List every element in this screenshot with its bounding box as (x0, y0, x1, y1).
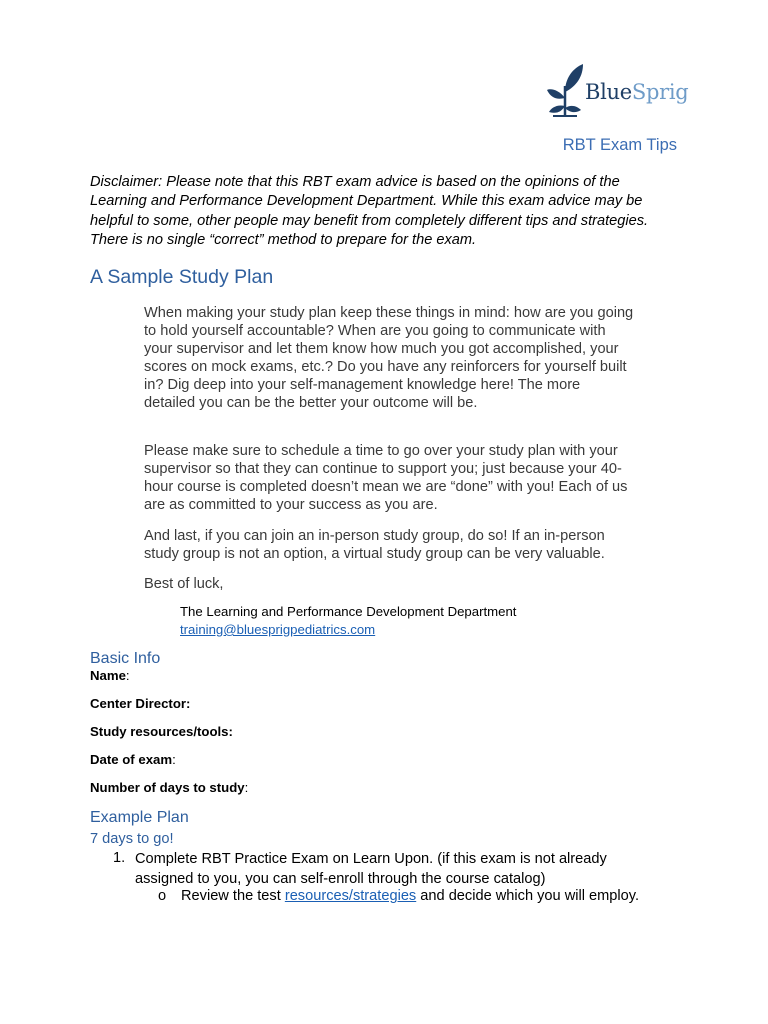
study-plan-paragraph: And last, if you can join an in-person study group, do so! If an in-person study group is not an option, a virtual study group can be very valuable. (144, 528, 605, 562)
study-plan-paragraph: When making your study plan keep these things in mind: how are you going to hold yourself accountable? When are you going to communicate with your supervisor and let them know how much you got accomplished, your scores on mock exams, etc.? Do you have any reinforcers for yourself built in? Dig deep into your self-management knowledge here! The more detailed you can be the better your outcome will be. (144, 305, 634, 411)
sprout-icon (545, 62, 585, 118)
signature-block (180, 603, 516, 639)
field-study-resources: Study resources/tools: (90, 724, 233, 739)
signature-name: The Learning and Performance Development Department (180, 604, 517, 619)
study-plan-paragraph: Please make sure to schedule a time to go over your study plan with your supervisor so that they can continue to support you; just because your 40-hour course is completed doesn’t mean we are “done” with you! Each of us are as committed to your success as you are. (144, 443, 628, 513)
field-center-director: Center Director: (90, 696, 191, 711)
list-item-number: 1. (113, 850, 126, 866)
field-name: Name: (90, 668, 130, 683)
disclaimer-text: Disclaimer: Please note that this RBT exam advice is based on the opinions of the Learning and Performance Development Department. While this exam advice may be helpful to some, other people may benefit from completely different tips and strategies. There is no single “correct” method to prepare for the exam. (90, 174, 649, 248)
field-date-of-exam: Date of exam: (90, 752, 176, 767)
example-plan-heading: Example Plan (90, 809, 189, 826)
days-to-go-subheading: 7 days to go! (90, 831, 174, 847)
sublist-bullet: o (158, 888, 167, 904)
logo-wordmark: BlueSprig (585, 80, 689, 104)
document-title: RBT Exam Tips (562, 136, 677, 154)
basic-info-heading: Basic Info (90, 650, 161, 667)
study-plan-heading: A Sample Study Plan (90, 266, 274, 288)
signature-email-link[interactable]: training@bluesprigpediatrics.com (180, 622, 376, 637)
list-item-text: Complete RBT Practice Exam on Learn Upon. (if this exam is not already assigned to you, you can self-enroll through the course catalog) (135, 851, 607, 887)
sublist-item: Review the test resources/strategies and decide which you will employ. (181, 888, 640, 904)
field-days-to-study: Number of days to study: (90, 780, 249, 795)
bluesprig-logo (545, 62, 689, 118)
closing-line: Best of luck, (144, 576, 224, 592)
resources-strategies-link[interactable]: resources/strategies (284, 888, 417, 904)
